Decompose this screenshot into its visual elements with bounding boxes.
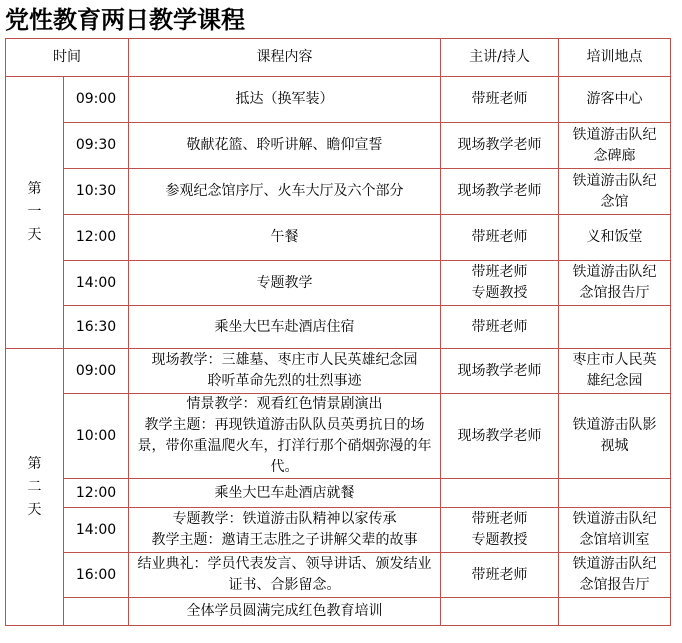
time-cell: 12:00 (64, 215, 129, 261)
speaker-line: 带班老师 (471, 91, 528, 107)
speaker-cell (441, 508, 559, 553)
speaker-line: 带班老师 (471, 264, 528, 280)
table-body (6, 77, 671, 626)
location-cell: 枣庄市人民英雄纪念园 (559, 349, 671, 394)
content-cell (129, 215, 441, 261)
content-line: 专题教学 (256, 274, 313, 291)
content-line: 情景教学：观看红色情景剧演出 (186, 396, 383, 412)
speaker-line: 专题教授 (471, 285, 528, 301)
time-cell: 16:30 (64, 306, 129, 349)
table-row (6, 215, 671, 261)
content-cell (129, 479, 441, 508)
content-cell (129, 349, 441, 394)
location-cell-empty (559, 479, 671, 508)
table-row (6, 598, 671, 626)
content-line: 专题教学：铁道游击队精神以家传承 (172, 511, 397, 527)
content-line: 乘坐大巴车赴酒店住宿 (214, 318, 355, 335)
content-cell (129, 306, 441, 349)
content-cell (129, 394, 441, 479)
speaker-line: 现场教学老师 (457, 427, 542, 444)
content-cell (129, 598, 441, 626)
table-row (6, 77, 671, 123)
time-cell: 09:00 (64, 349, 129, 394)
speaker-cell (441, 306, 559, 349)
speaker-line: 带班老师 (471, 318, 528, 335)
speaker-line: 现场教学老师 (457, 362, 542, 379)
speaker-cell (441, 169, 559, 215)
time-cell: 14:00 (64, 508, 129, 553)
speaker-cell (441, 215, 559, 261)
table-row (6, 261, 671, 306)
content-line: 全体学员圆满完成红色教育培训 (186, 603, 383, 619)
speaker-cell-empty (441, 479, 559, 508)
header-time: 时间 (6, 39, 129, 77)
location-cell-empty (559, 598, 671, 626)
table-row (6, 306, 671, 349)
speaker-cell (441, 123, 559, 169)
location-cell: 铁道游击队纪念馆报告厅 (559, 553, 671, 598)
speaker-cell (441, 349, 559, 394)
content-cell (129, 261, 441, 306)
content-cell (129, 553, 441, 598)
day-cell (6, 77, 64, 349)
speaker-cell (441, 77, 559, 123)
header-row (6, 39, 671, 77)
header-location: 培训地点 (559, 39, 671, 77)
content-line: 结业典礼：学员代表发言、领导讲话、颁发结业证书、合影留念。 (137, 556, 432, 593)
content-line: 聆听革命先烈的壮烈事迹 (207, 373, 362, 389)
content-cell (129, 123, 441, 169)
speaker-line: 专题教授 (471, 532, 528, 548)
content-line: 现场教学：三雄墓、枣庄市人民英雄纪念园 (151, 352, 418, 368)
location-cell: 铁道游击队纪念馆报告厅 (559, 261, 671, 306)
speaker-cell (441, 553, 559, 598)
speaker-line: 带班老师 (471, 229, 528, 245)
time-cell: 16:00 (64, 553, 129, 598)
table-row (6, 123, 671, 169)
location-cell: 游客中心 (559, 77, 671, 123)
content-line: 抵达（换军装） (235, 91, 334, 107)
day-cell (6, 349, 64, 626)
content-line: 教学主题：再现铁道游击队队员英勇抗日的场景，带你重温爬火车，打洋行那个硝烟弥漫的年代。 (137, 417, 432, 475)
speaker-line: 现场教学老师 (457, 183, 542, 199)
schedule-table (5, 38, 671, 626)
time-cell: 09:30 (64, 123, 129, 169)
content-line: 午餐 (270, 229, 299, 245)
table-row (6, 394, 671, 479)
content-line: 参观纪念馆序厅、火车大厅及六个部分 (165, 183, 404, 199)
speaker-cell (441, 394, 559, 479)
table-row (6, 479, 671, 508)
speaker-line: 带班老师 (471, 566, 528, 583)
speaker-cell (441, 261, 559, 306)
speaker-cell-empty (441, 598, 559, 626)
table-row (6, 508, 671, 553)
location-cell: 铁道游击队纪念馆 (559, 169, 671, 215)
table-header (6, 39, 671, 77)
header-content: 课程内容 (129, 39, 441, 77)
location-cell: 铁道游击队纪念碑廊 (559, 123, 671, 169)
content-line: 教学主题：邀请王志胜之子讲解父辈的故事 (151, 532, 418, 548)
table-row (6, 349, 671, 394)
content-cell (129, 508, 441, 553)
location-cell: 铁道游击队纪念馆培训室 (559, 508, 671, 553)
day-label: 第一天 (27, 181, 42, 243)
table-row (6, 553, 671, 598)
table-row (6, 169, 671, 215)
speaker-line: 带班老师 (471, 511, 528, 527)
time-cell: 10:30 (64, 169, 129, 215)
location-cell-empty (559, 306, 671, 349)
time-cell: 09:00 (64, 77, 129, 123)
header-speaker: 主讲/持人 (441, 39, 559, 77)
location-cell: 义和饭堂 (559, 215, 671, 261)
content-line: 敬献花篮、聆听讲解、瞻仰宣誓 (186, 137, 383, 153)
time-cell-empty (64, 598, 129, 626)
day-label: 第二天 (27, 455, 42, 518)
time-cell: 12:00 (64, 479, 129, 508)
time-cell: 14:00 (64, 261, 129, 306)
content-cell (129, 169, 441, 215)
location-cell: 铁道游击队影视城 (559, 394, 671, 479)
content-line: 乘坐大巴车赴酒店就餐 (214, 484, 355, 501)
content-cell (129, 77, 441, 123)
page-title: 党性教育两日教学课程 (5, 6, 245, 34)
speaker-line: 现场教学老师 (457, 137, 542, 153)
time-cell: 10:00 (64, 394, 129, 479)
